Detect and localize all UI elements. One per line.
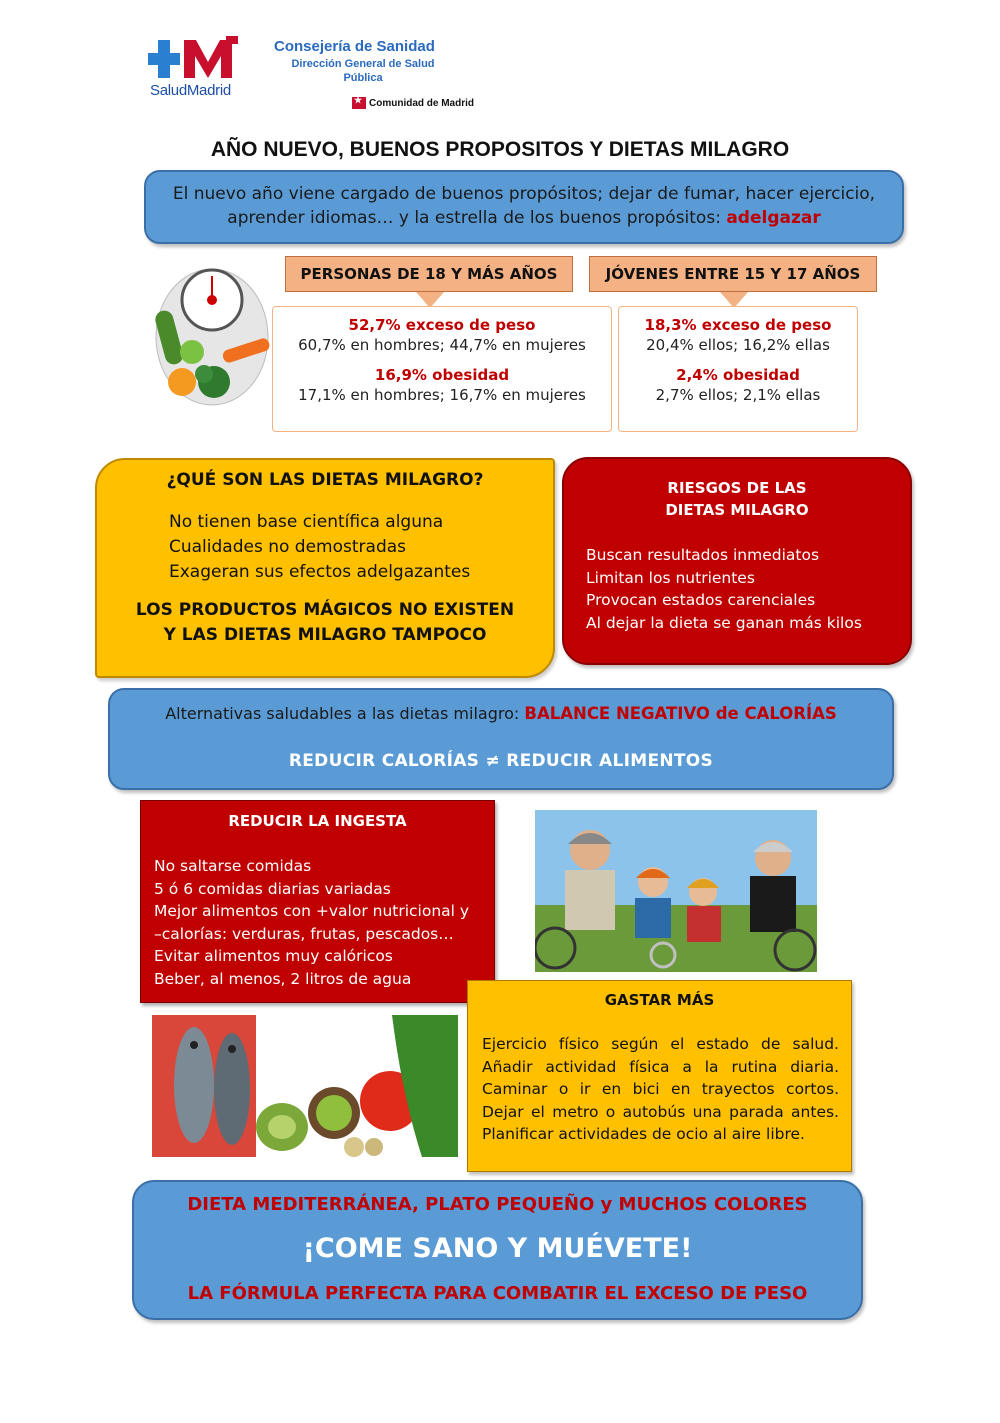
family-cycling-photo [535,810,817,972]
list-item: Planificar actividades de ocio al aire libre. [482,1125,805,1143]
adults-overweight-detail: 60,7% en hombres; 44,7% en mujeres [298,336,586,354]
list-item: Provocan estados carenciales [586,591,816,609]
riesgos-box [562,457,912,665]
youth-obesity: 2,4% obesidad [676,366,800,384]
list-item: Limitan los nutrientes [586,568,755,587]
alternativas-box [108,688,894,790]
alternativas-line [110,704,892,723]
adults-obesity-detail: 17,1% en hombres; 16,7% en mujeres [298,386,586,404]
riesgos-list [586,544,862,634]
riesgos-title [564,477,910,521]
milagro-title: ¿QUÉ SON LAS DIETAS MILAGRO? [166,470,484,490]
adults-stats-box [272,306,612,432]
youth-header: JÓVENES ENTRE 15 Y 17 AÑOS [589,256,877,292]
intro-text: El nuevo año viene cargado de buenos propósitos; dejar de fumar, hacer ejercicio, aprender idiomas… y la estrella de los buenos propósitos: [172,184,876,228]
adults-overweight: 52,7% exceso de peso [348,316,536,334]
youth-overweight-detail: 20,4% ellos; 16,2% ellas [646,336,830,354]
list-item: Cualidades no demostradas [169,537,407,557]
list-item: Ejercicio físico según el estado de salud. [482,1035,839,1053]
list-item: No tienen base científica alguna [169,512,444,532]
intro-highlight: adelgazar [726,208,821,228]
list-item: Mejor alimentos con +valor nutricional y [154,902,470,920]
logo-text: SaludMadrid [150,82,231,99]
healthy-food-photo [152,1015,458,1157]
list-item: –calorías: verduras, frutas, pescados… [154,924,454,943]
final-box [132,1180,863,1320]
direccion-title: Dirección General de Salud Pública [291,58,435,84]
comunidad-flag-icon [352,97,366,109]
adults-obesity: 16,9% obesidad [374,366,510,384]
salud-madrid-logo-icon [148,36,240,86]
list-item: Evitar alimentos muy calóricos [154,947,393,965]
page-title: AÑO NUEVO, BUENOS PROPOSITOS Y DIETAS MILAGRO [210,138,790,161]
riesgos-title-line2: DIETAS MILAGRO [665,501,809,519]
milagro-list [169,510,470,585]
ingesta-title: REDUCIR LA INGESTA [228,812,407,830]
adults-header: PERSONAS DE 18 Y MÁS AÑOS [285,256,573,292]
milagro-claim-line2: Y LAS DIETAS MILAGRO TAMPOCO [163,625,487,645]
list-item: Dejar el metro o autobús una parada antes. [482,1102,839,1121]
comunidad-text: Comunidad de Madrid [369,97,474,109]
list-item: 5 ó 6 comidas diarias variadas [154,879,391,898]
milagro-box [95,458,555,678]
consejeria-title: Consejería de Sanidad [274,38,435,55]
final-line3: LA FÓRMULA PERFECTA PARA COMBATIR EL EXCESO DE PESO [187,1283,808,1304]
gastar-title: GASTAR MÁS [604,991,715,1009]
milagro-claim [97,598,553,648]
riesgos-title-line1: RIESGOS DE LAS [667,479,807,497]
comunidad-label [352,97,474,109]
list-item: Caminar o ir en bici en trayectos cortos. [482,1080,839,1098]
intro-box [144,170,904,244]
youth-overweight: 18,3% exceso de peso [644,316,832,334]
list-item: Al dejar la dieta se ganan más kilos [586,613,862,632]
ingesta-list [154,855,469,990]
alternativas-highlight: BALANCE NEGATIVO de CALORÍAS [524,704,837,723]
gastar-list [482,1033,839,1146]
alternativas-text: Alternativas saludables a las dietas milagro: [165,704,520,723]
youth-stats-box [618,306,858,432]
list-item: Añadir actividad física a la rutina diaria. [482,1057,839,1076]
list-item: Exageran sus efectos adelgazantes [169,562,471,582]
alternativas-formula: REDUCIR CALORÍAS ≠ REDUCIR ALIMENTOS [288,751,714,771]
youth-obesity-detail: 2,7% ellos; 2,1% ellas [655,386,821,404]
scale-vegetables-icon [152,262,272,412]
list-item: No saltarse comidas [154,857,312,875]
list-item: Beber, al menos, 2 litros de agua [154,969,412,988]
milagro-claim-line1: LOS PRODUCTOS MÁGICOS NO EXISTEN [135,600,515,620]
final-slogan: ¡COME SANO Y MUÉVETE! [302,1233,693,1264]
list-item: Buscan resultados inmediatos [586,546,820,564]
gastar-box [467,980,852,1172]
ingesta-box [140,800,495,1003]
final-line1: DIETA MEDITERRÁNEA, PLATO PEQUEÑO y MUCHOS COLORES [187,1194,808,1215]
